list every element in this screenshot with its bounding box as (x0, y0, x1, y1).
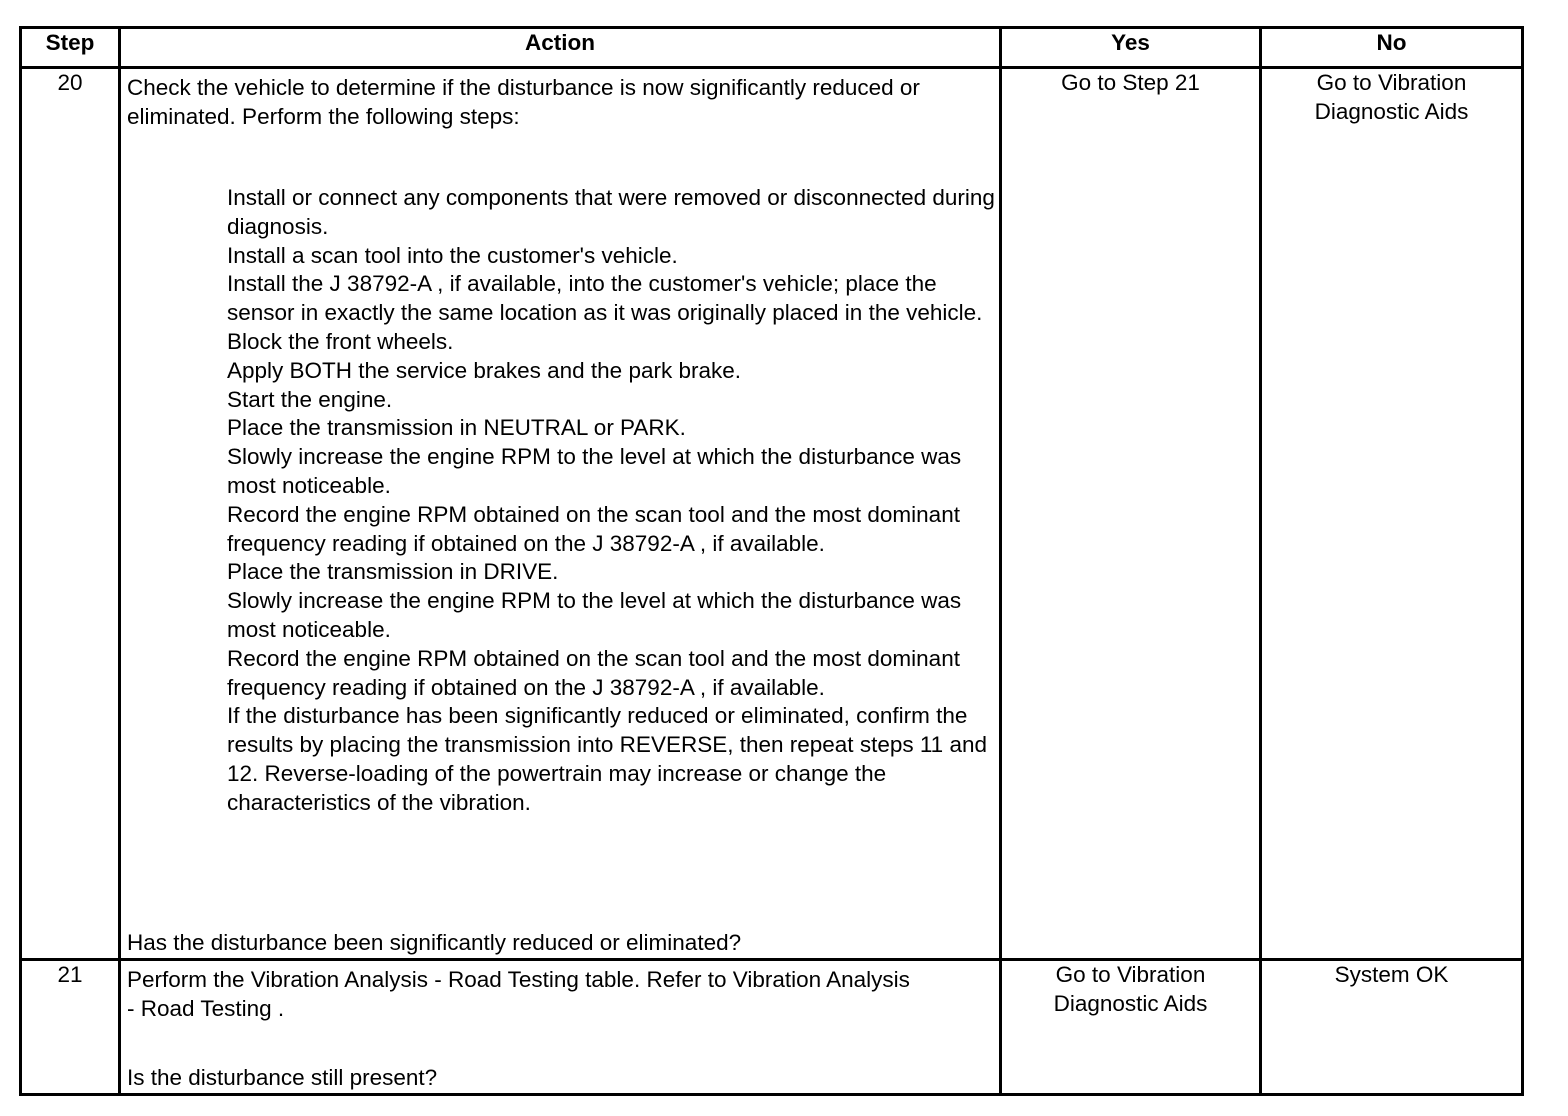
header-yes: Yes (1001, 28, 1261, 68)
table-row-step-21 (21, 960, 1523, 1095)
header-step: Step (21, 28, 120, 68)
yes-outcome-text: Go to Step 21 (1061, 70, 1200, 95)
list-item: Place the transmission in DRIVE. (227, 559, 559, 585)
list-item: Place the transmission in NEUTRAL or PARK. (227, 415, 686, 441)
list-item: Slowly increase the engine RPM to the level at which the disturbance was most noticeable. (227, 588, 962, 642)
list-item: Install or connect any components that were removed or disconnected during diagnosis. (227, 185, 995, 239)
header-action: Action (120, 28, 1001, 68)
no-outcome (1261, 68, 1523, 960)
list-item: Block the front wheels. (227, 328, 454, 354)
substep-list (127, 184, 1002, 818)
step-number: 21 (21, 960, 120, 1095)
list-item: Record the engine RPM obtained on the scan tool and the most dominant frequency reading if obtained on the J 38792-A , if available. (227, 645, 960, 700)
action-intro: Perform the Vibration Analysis - Road Testing table. Refer to Vibration Analysis - Road Testing . (127, 967, 910, 1021)
list-item: Slowly increase the engine RPM to the level at which the disturbance was most noticeable. (227, 444, 962, 498)
header-no: No (1261, 28, 1523, 68)
no-outcome (1261, 960, 1523, 1095)
action-question: Is the disturbance still present? (127, 1065, 438, 1091)
list-item: Start the engine. (227, 386, 393, 412)
header-row (21, 28, 1523, 68)
action-question: Has the disturbance been significantly reduced or eliminated? (127, 930, 742, 956)
no-outcome-text: System OK (1334, 962, 1449, 987)
list-item: Record the engine RPM obtained on the scan tool and the most dominant frequency reading if obtained on the J 38792-A , if available. (227, 501, 960, 556)
list-item: If the disturbance has been significantly reduced or eliminated, confirm the results by placing the transmission into REVERSE, then repeat steps 11 and 12. Reverse-loading of the powertrain may increase or change the characteristics of the vibration. (227, 703, 987, 815)
action-cell (120, 68, 1001, 960)
yes-outcome (1001, 960, 1261, 1095)
list-item: Apply BOTH the service brakes and the park brake. (227, 357, 741, 383)
yes-outcome (1001, 68, 1261, 960)
table-row-step-20 (21, 68, 1523, 960)
list-item: Install a scan tool into the customer's vehicle. (227, 242, 678, 268)
no-outcome-text: Go to Vibration Diagnostic Aids (1314, 70, 1469, 124)
action-cell (120, 960, 1001, 1095)
yes-outcome-text: Go to Vibration Diagnostic Aids (1053, 962, 1208, 1016)
action-intro: Check the vehicle to determine if the disturbance is now significantly reduced or eliminated. Perform the following steps: (127, 75, 920, 129)
list-item: Install the J 38792-A , if available, into the customer's vehicle; place the sensor in exactly the same location as it was originally placed in the vehicle. (227, 271, 983, 326)
diagnostic-step-table (19, 26, 1524, 1096)
step-number: 20 (21, 68, 120, 960)
